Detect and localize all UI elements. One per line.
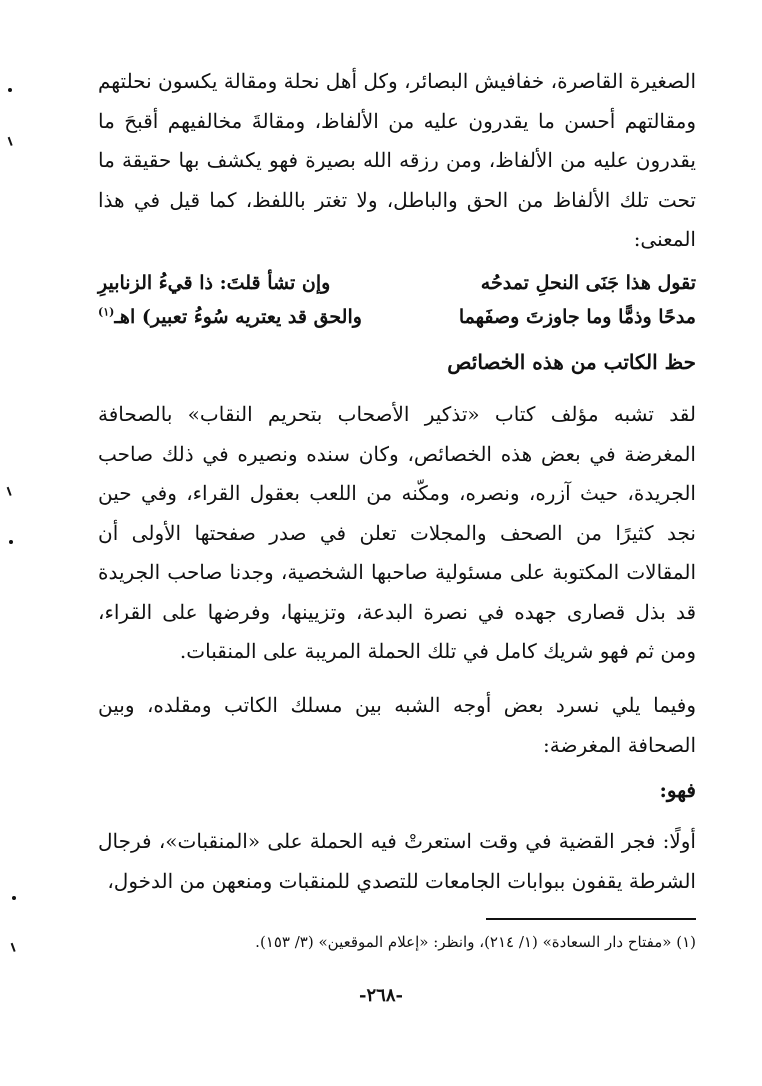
paragraph-text: أولًا: فجر القضية في وقت استعرتْ فيه الحملة على «المنقبات»، فرجال الشرطة يقفون ببوابات الجامعات للتصدي للمنقبات ومنعهن من الدخول، — [98, 829, 696, 893]
body-paragraph-4 — [98, 771, 696, 811]
margin-mark — [11, 941, 21, 952]
section-heading: حظ الكاتب من هذه الخصائص — [447, 350, 696, 374]
margin-mark — [7, 485, 17, 496]
paragraph-text: وفيما يلي نسرد بعض أوجه الشبه بين مسلك الكاتب ومقلده، وبين الصحافة المغرضة: — [98, 693, 696, 757]
verse-line-1 — [98, 266, 696, 300]
page-number: -٢٦٨- — [359, 985, 403, 1006]
margin-mark — [12, 896, 16, 900]
margin-mark — [8, 88, 12, 92]
paragraph-text: فهو: — [659, 778, 696, 802]
verse-line-2 — [98, 300, 696, 334]
verse-hemistich-second: والحق قد يعتريه سُوءُ تعبير) اهـ — [114, 306, 362, 328]
poetry-verse — [98, 266, 696, 334]
verse-hemistich-first: تقول هذا جَنَى النحلِ تمدحُه — [480, 272, 696, 294]
body-paragraph-5 — [98, 822, 696, 901]
verse-hemistich-second-wrapper — [98, 300, 362, 334]
margin-mark — [9, 540, 13, 544]
paragraph-text: الصغيرة القاصرة، خفافيش البصائر، وكل أهل نحلة ومقالة يكسون نحلتهم ومقالتهم أحسن ما يقدرون عليه من الألفاظ، ومقالةَ مخالفيهم أقبحَ ما يقدرون عليه من الألفاظ، ومن رزقه الله بصيرة فهو يكشف بها حقيقة ما تحت تلك الألفاظ من الحق والباطل، ولا تغتر باللفظ، كما قيل في هذا المعنى: — [98, 69, 696, 251]
paragraph-text: لقد تشبه مؤلف كتاب «تذكير الأصحاب بتحريم النقاب» بالصحافة المغرضة في بعض هذه الخصائص، وكان سنده ونصيره في ذلك صاحب الجريدة، حيث آزره، ونصره، ومكّنه من اللعب بعقول القراء، وفي حين نجد كثيرًا من الصحف والمجلات تعلن في صدر صفحتها الأولى أن المقالات المكتوبة على مسئولية صاحبها الشخصية، وجدنا صاحب الجريدة قد بذل قصارى جهده في نصرة البدعة، وتزيينها، وفرضها على القراء، ومن ثم فهو شريك كامل في تلك الحملة المريبة على المنقبات. — [98, 402, 696, 663]
footnote-reference[interactable]: (١) — [98, 305, 115, 319]
body-paragraph-1 — [98, 62, 696, 260]
verse-hemistich-second: وإن تشأ قلتَ: ذا قيءُ الزنابيرِ — [98, 272, 331, 294]
body-paragraph-3 — [98, 686, 696, 765]
footnote-divider — [486, 918, 696, 920]
footnote: (١) «مفتاح دار السعادة» (١/ ٢١٤)، وانظر: «إعلام الموقعين» (٣/ ١٥٣). — [255, 933, 696, 951]
verse-hemistich-first: مدحًا وذمًّا وما جاوزتَ وصفَهما — [458, 306, 696, 328]
margin-mark — [8, 135, 18, 146]
body-paragraph-2 — [98, 395, 696, 672]
